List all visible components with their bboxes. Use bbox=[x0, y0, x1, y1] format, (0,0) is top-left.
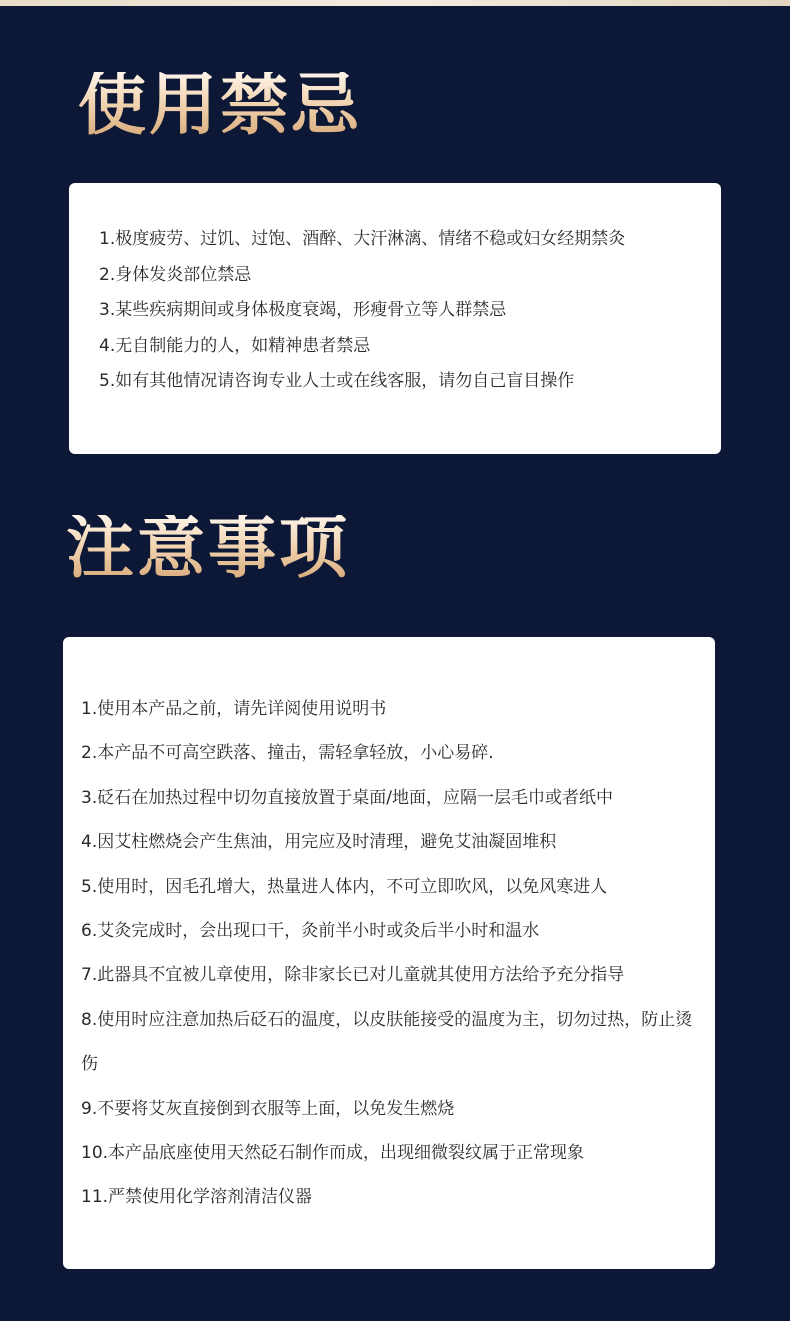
list-item: 4.因艾柱燃烧会产生焦油，用完应及时清理，避免艾油凝固堆积 bbox=[81, 832, 557, 853]
list-item: 3.砭石在加热过程中切勿直接放置于桌面/地面，应隔一层毛巾或者纸中 bbox=[81, 787, 613, 808]
precautions-card bbox=[63, 637, 715, 1269]
list-item: 9.不要将艾灰直接倒到衣服等上面，以免发生燃烧 bbox=[81, 1098, 455, 1119]
section-title-precautions: 注意事项 bbox=[66, 509, 351, 588]
list-item: 10.本产品底座使用天然砭石制作而成，出现细微裂纹属于正常现象 bbox=[81, 1143, 585, 1164]
list-item: 1.极度疲劳、过饥、过饱、酒醉、大汗淋漓、情绪不稳或妇女经期禁灸 bbox=[99, 229, 626, 249]
list-item: 1.使用本产品之前，请先详阅使用说明书 bbox=[81, 699, 387, 719]
contraindications-list bbox=[99, 222, 701, 400]
list-item: 7.此器具不宜被儿章使用，除非家长已对儿童就其使用方法给予充分指导 bbox=[81, 965, 625, 986]
list-item: 5.使用时，因毛孔增大，热量进人体内，不可立即吹风，以免风寒进人 bbox=[81, 876, 608, 897]
list-item: 3.某些疾病期间或身体极度衰竭，形瘦骨立等人群禁忌 bbox=[99, 300, 507, 320]
list-item: 5.如有其他情况请咨询专业人士或在线客服，请勿自己盲目操作 bbox=[99, 371, 575, 391]
list-item: 8.使用时应注意加热后砭石的温度，以皮肤能接受的温度为主，切勿过热，防止烫伤 bbox=[81, 1009, 693, 1075]
list-item: 2.身体发炎部位禁忌 bbox=[99, 264, 252, 285]
section-title-contraindications: 使用禁忌 bbox=[78, 66, 363, 145]
contraindications-card bbox=[69, 183, 721, 454]
list-item: 6.艾灸完成时，会出现口干，灸前半小时或灸后半小时和温水 bbox=[81, 921, 540, 942]
list-item: 2.本产品不可高空跌落、撞击，需轻拿轻放，小心易碎. bbox=[81, 743, 494, 764]
list-item: 11.严禁使用化学溶剂清洁仪器 bbox=[81, 1187, 313, 1208]
precautions-list bbox=[81, 687, 709, 1220]
top-decorative-strip bbox=[0, 0, 790, 6]
list-item: 4.无自制能力的人，如精神患者禁忌 bbox=[99, 335, 371, 356]
